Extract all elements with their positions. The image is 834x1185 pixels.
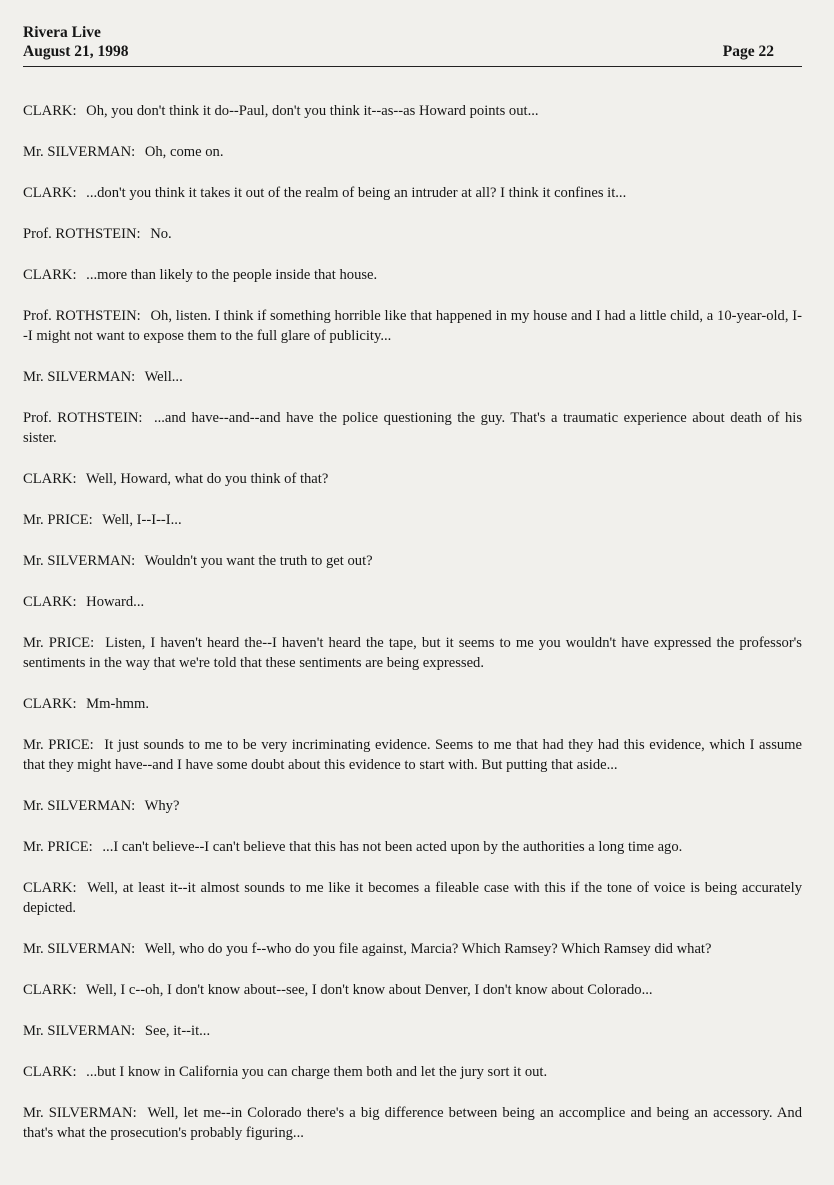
transcript-paragraph <box>23 1062 802 1082</box>
speaker-label: Prof. ROTHSTEIN: <box>23 410 143 426</box>
speaker-label: Mr. PRICE: <box>23 635 95 651</box>
show-title: Rivera Live <box>23 24 101 41</box>
speaker-label: CLARK: <box>23 267 77 283</box>
transcript-paragraph <box>23 633 802 673</box>
transcript-paragraph <box>23 939 802 959</box>
speaker-label: CLARK: <box>23 696 77 712</box>
transcript-paragraph <box>23 408 802 448</box>
speaker-label: Mr. PRICE: <box>23 737 94 753</box>
speech-text: Well, at least it--it almost sounds to me like it becomes a fileable case with this if the tone of voice is being accurately depicted. <box>23 880 803 916</box>
speaker-label: Mr. SILVERMAN: <box>23 1023 136 1039</box>
speaker-label: Mr. SILVERMAN: <box>23 369 136 385</box>
page-number: Page 22 <box>722 43 774 60</box>
speaker-label: Mr. SILVERMAN: <box>23 553 136 569</box>
transcript-paragraph <box>23 592 802 612</box>
transcript-paragraph <box>23 980 802 1000</box>
transcript-paragraph <box>23 1103 802 1143</box>
speech-text: Well, Howard, what do you think of that? <box>85 471 329 487</box>
speaker-label: CLARK: <box>23 880 77 896</box>
speech-text: Why? <box>144 798 180 814</box>
speaker-label: Mr. SILVERMAN: <box>23 1105 137 1121</box>
speaker-label: CLARK: <box>23 185 77 201</box>
transcript-paragraph <box>23 735 802 775</box>
speaker-label: Mr. SILVERMAN: <box>23 798 136 814</box>
transcript-paragraph <box>23 101 802 121</box>
transcript-body <box>23 101 802 1164</box>
speaker-label: CLARK: <box>23 471 77 487</box>
transcript-paragraph <box>23 183 802 203</box>
speech-text: ...I can't believe--I can't believe that this has not been acted upon by the authorities a long time ago. <box>102 839 683 855</box>
transcript-paragraph <box>23 837 802 857</box>
broadcast-date: August 21, 1998 <box>23 43 129 60</box>
speaker-label: Mr. SILVERMAN: <box>23 941 136 957</box>
speaker-label: Prof. ROTHSTEIN: <box>23 226 141 242</box>
speech-text: It just sounds to me to be very incriminating evidence. Seems to me that had they had this evidence, which I assume that they might have--and I have some doubt about this evidence to start with. But putting that aside... <box>23 737 802 773</box>
speech-text: ...but I know in California you can charge them both and let the jury sort it out. <box>86 1064 548 1080</box>
speech-text: Well, let me--in Colorado there's a big difference between being an accomplice and being an accessory. And that's what the prosecution's probably figuring... <box>23 1105 802 1141</box>
speaker-label: Mr. SILVERMAN: <box>23 144 136 160</box>
transcript-paragraph <box>23 306 802 346</box>
speech-text: Well, I--I--I... <box>102 512 182 528</box>
speaker-label: CLARK: <box>23 594 77 610</box>
speech-text: ...don't you think it takes it out of the realm of being an intruder at all? I think it confines it... <box>86 185 627 201</box>
speech-text: Wouldn't you want the truth to get out? <box>144 553 373 569</box>
speech-text: Oh, listen. I think if something horrible like that happened in my house and I had a little child, a 10-year-old, I--I might not want to expose them to the full glare of publicity... <box>23 308 802 344</box>
speaker-label: Mr. PRICE: <box>23 512 93 528</box>
speech-text: Mm-hmm. <box>86 696 150 712</box>
speaker-label: CLARK: <box>23 1064 77 1080</box>
transcript-paragraph <box>23 1021 802 1041</box>
speech-text: ...and have--and--and have the police questioning the guy. That's a traumatic experience about death of his sister. <box>23 410 802 446</box>
speech-text: Well... <box>144 369 183 385</box>
speaker-label: CLARK: <box>23 982 77 998</box>
transcript-paragraph <box>23 510 802 530</box>
speech-text: Listen, I haven't heard the--I haven't heard the tape, but it seems to me you wouldn't have expressed the professor's sentiments in the way that we're told that these sentiments are being expressed. <box>23 635 802 671</box>
speech-text: Well, I c--oh, I don't know about--see, I don't know about Denver, I don't know about Colorado... <box>85 982 653 998</box>
transcript-paragraph <box>23 224 802 244</box>
speaker-label: CLARK: <box>23 103 77 119</box>
speech-text: Howard... <box>86 594 145 610</box>
transcript-paragraph <box>23 878 802 918</box>
speech-text: No. <box>150 226 172 242</box>
transcript-paragraph <box>23 265 802 285</box>
speech-text: Oh, come on. <box>144 144 224 160</box>
page-header <box>23 24 802 67</box>
transcript-paragraph <box>23 551 802 571</box>
transcript-paragraph <box>23 469 802 489</box>
speech-text: Oh, you don't think it do--Paul, don't you think it--as--as Howard points out... <box>86 103 539 119</box>
transcript-paragraph <box>23 367 802 387</box>
transcript-paragraph <box>23 796 802 816</box>
transcript-paragraph <box>23 694 802 714</box>
speech-text: See, it--it... <box>144 1023 211 1039</box>
speech-text: ...more than likely to the people inside that house. <box>86 267 378 283</box>
speaker-label: Mr. PRICE: <box>23 839 93 855</box>
transcript-paragraph <box>23 142 802 162</box>
speaker-label: Prof. ROTHSTEIN: <box>23 308 141 324</box>
speech-text: Well, who do you f--who do you file against, Marcia? Which Ramsey? Which Ramsey did what? <box>144 941 712 957</box>
